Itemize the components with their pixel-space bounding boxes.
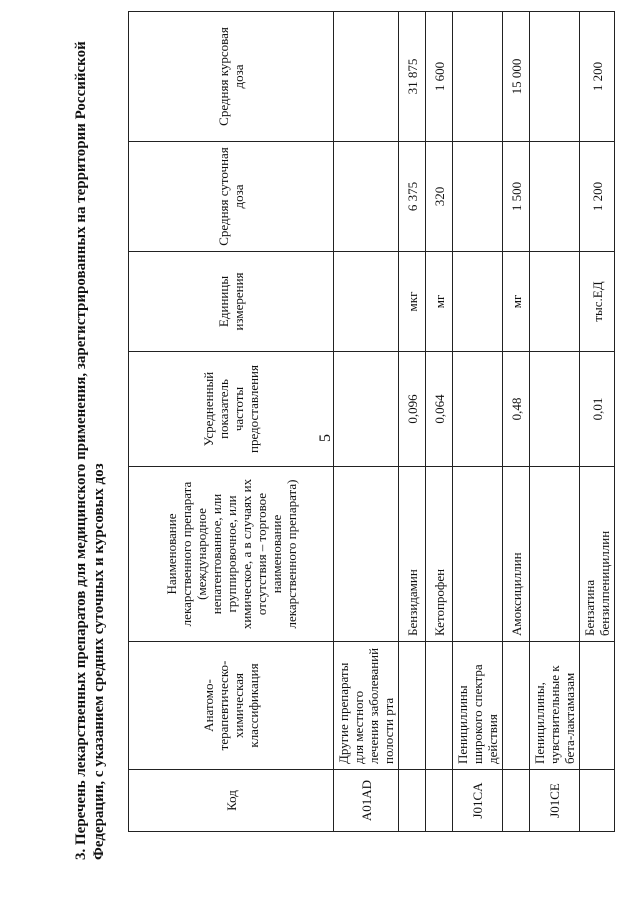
cell-name	[530, 467, 580, 642]
cell-code: J01CE	[530, 770, 580, 832]
table-row	[580, 12, 615, 832]
cell-unit	[453, 252, 503, 352]
rotated-inner	[50, 10, 610, 870]
header-name: Наименование лекарственного препарата (международное непатентованное, или группировочное, или химическое, а в случаях их отсутствия – торговое наименование лекарственного препарата)	[129, 467, 334, 642]
cell-unit: мкг	[399, 252, 426, 352]
cell-atc: Пенициллины широкого спектра действия	[453, 642, 503, 770]
cell-atc	[503, 642, 530, 770]
table-row	[426, 12, 453, 832]
cell-code	[580, 770, 615, 832]
cell-unit: мг	[503, 252, 530, 352]
rotated-content	[50, 10, 610, 870]
cell-atc: Другие препараты для местного лечения заболеваний полости рта	[334, 642, 399, 770]
cell-atc	[426, 642, 453, 770]
medication-table	[128, 11, 615, 832]
section-heading: 3. Перечень лекарственных препаратов для медицинского применения, зарегистрированных на территории Российской Федерации, с указанием средних суточных и курсовых доз	[73, 41, 107, 860]
cell-daily-dose: 1 200	[580, 142, 615, 252]
cell-frequency	[334, 352, 399, 467]
cell-name	[453, 467, 503, 642]
cell-daily-dose: 320	[426, 142, 453, 252]
table-row	[530, 12, 580, 832]
cell-course-dose	[453, 12, 503, 142]
cell-code	[399, 770, 426, 832]
cell-name: Бензидамин	[399, 467, 426, 642]
cell-frequency	[453, 352, 503, 467]
cell-code: J01CA	[453, 770, 503, 832]
header-unit: Единицы измерения	[129, 252, 334, 352]
cell-name: Амоксициллин	[503, 467, 530, 642]
cell-unit: мг	[426, 252, 453, 352]
table-row	[399, 12, 426, 832]
cell-frequency: 0,48	[503, 352, 530, 467]
header-course-dose: Средняя курсовая доза	[129, 12, 334, 142]
cell-frequency: 0,01	[580, 352, 615, 467]
cell-frequency: 0,096	[399, 352, 426, 467]
cell-course-dose	[530, 12, 580, 142]
table-row	[503, 12, 530, 832]
header-daily-dose: Средняя суточная доза	[129, 142, 334, 252]
cell-frequency: 0,064	[426, 352, 453, 467]
cell-name	[334, 467, 399, 642]
header-frequency: Усредненный показатель частоты предоставления	[129, 352, 334, 467]
cell-daily-dose	[530, 142, 580, 252]
cell-atc: Пенициллины, чувствительные к бета-лактамазам	[530, 642, 580, 770]
cell-atc	[399, 642, 426, 770]
cell-unit	[530, 252, 580, 352]
table-row	[453, 12, 503, 832]
cell-frequency	[530, 352, 580, 467]
cell-unit	[334, 252, 399, 352]
cell-daily-dose	[334, 142, 399, 252]
header-code: Код	[129, 770, 334, 832]
cell-daily-dose	[453, 142, 503, 252]
cell-course-dose: 1 600	[426, 12, 453, 142]
cell-code	[426, 770, 453, 832]
cell-name: Кетопрофен	[426, 467, 453, 642]
cell-daily-dose: 6 375	[399, 142, 426, 252]
header-atc: Анатомо-терапевтическо-химическая классификация	[129, 642, 334, 770]
cell-code: A01AD	[334, 770, 399, 832]
table-row	[334, 12, 399, 832]
cell-daily-dose: 1 500	[503, 142, 530, 252]
cell-unit: тыс.ЕД	[580, 252, 615, 352]
cell-course-dose: 31 875	[399, 12, 426, 142]
cell-name: Бензатина бензилпенициллин	[580, 467, 615, 642]
cell-course-dose: 1 200	[580, 12, 615, 142]
cell-atc	[580, 642, 615, 770]
page-number: 5	[317, 434, 334, 442]
cell-course-dose	[334, 12, 399, 142]
cell-code	[503, 770, 530, 832]
cell-course-dose: 15 000	[503, 12, 530, 142]
table-header-row	[129, 12, 334, 832]
